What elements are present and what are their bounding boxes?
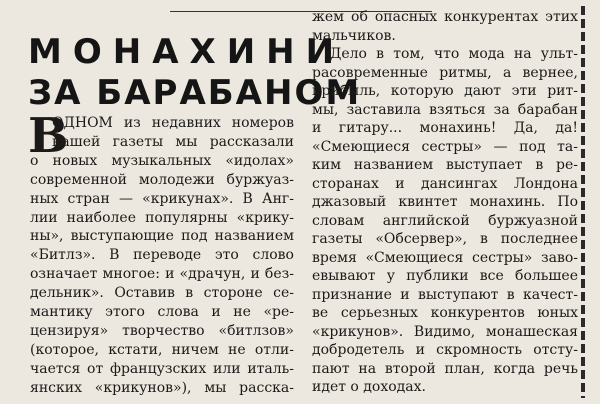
- right-line: джазовый квинтет монахинь. По: [312, 194, 578, 210]
- right-line: словам английской буржуазной: [312, 212, 578, 229]
- left-line: современной молодежи буржуаз-: [30, 171, 294, 188]
- right-line: и гитару... монахинь! Да, да!: [312, 120, 578, 136]
- right-line: прибыль, которую дают эти рит-: [312, 83, 578, 99]
- right-line: расовременные ритмы, а вернее,: [312, 64, 578, 81]
- left-line: означает многое: и «драчун, и без-: [30, 266, 294, 283]
- right-line: признание и выступают в качест-: [312, 286, 578, 303]
- left-line: цензируя» творчество «битлзов»: [30, 322, 294, 339]
- headline-line-1: МОНАХИНИ: [28, 32, 346, 72]
- left-line: янских «крикунов»), мы расска-: [30, 379, 294, 396]
- right-line: сторанах и дансингах Лондона: [312, 175, 578, 192]
- column-divider: [581, 6, 585, 398]
- left-line: дельник». Оставив в стороне се-: [30, 285, 294, 302]
- right-line: мы, заставила взяться за барабан: [312, 101, 578, 118]
- right-line: Дело в том, что мода на ульт-: [330, 46, 578, 62]
- right-line: ве серьезных конкурентов юных: [312, 305, 578, 321]
- right-line: газеты «Обсервер», в последнее: [312, 231, 578, 247]
- left-line: чается от французских или италь-: [30, 360, 294, 377]
- headline-line-2: ЗА БАРАБАНОМ: [28, 73, 362, 113]
- left-line: (которое, кстати, ничем не отли-: [30, 341, 294, 358]
- left-line: ны», выступающие под названием: [30, 228, 294, 245]
- right-line: ким названием выступает в ре-: [312, 157, 578, 173]
- right-line: жем об опасных конкурентах этих: [312, 9, 578, 25]
- right-line: добродетель и скромность отсту-: [312, 342, 578, 358]
- left-line: «Битлз». В переводе это слово: [30, 247, 294, 264]
- left-line: нашей газеты мы рассказали: [52, 133, 294, 150]
- right-line: мальчиков.: [312, 27, 396, 44]
- left-line: ных стран — «крикунах». В Анг-: [30, 190, 294, 207]
- drop-cap: В: [28, 108, 69, 164]
- left-line: о новых музыкальных «идолах»: [30, 152, 294, 169]
- right-line: время «Смеющиеся сестры» заво-: [312, 249, 578, 266]
- right-line: «крикунов». Видимо, монашеская: [312, 323, 578, 340]
- left-line: лии наиболее популярны «крику-: [30, 209, 294, 226]
- left-line: ОДНОМ из недавних номеров: [52, 115, 294, 131]
- right-line: идет о доходах.: [312, 379, 426, 395]
- right-line: «Смеющиеся сестры» — под та-: [312, 138, 578, 155]
- right-line: евывают у публики все большее: [312, 268, 578, 284]
- right-line: пают на второй план, когда речь: [312, 360, 578, 377]
- left-line: мантику этого слова и не «ре-: [30, 304, 294, 320]
